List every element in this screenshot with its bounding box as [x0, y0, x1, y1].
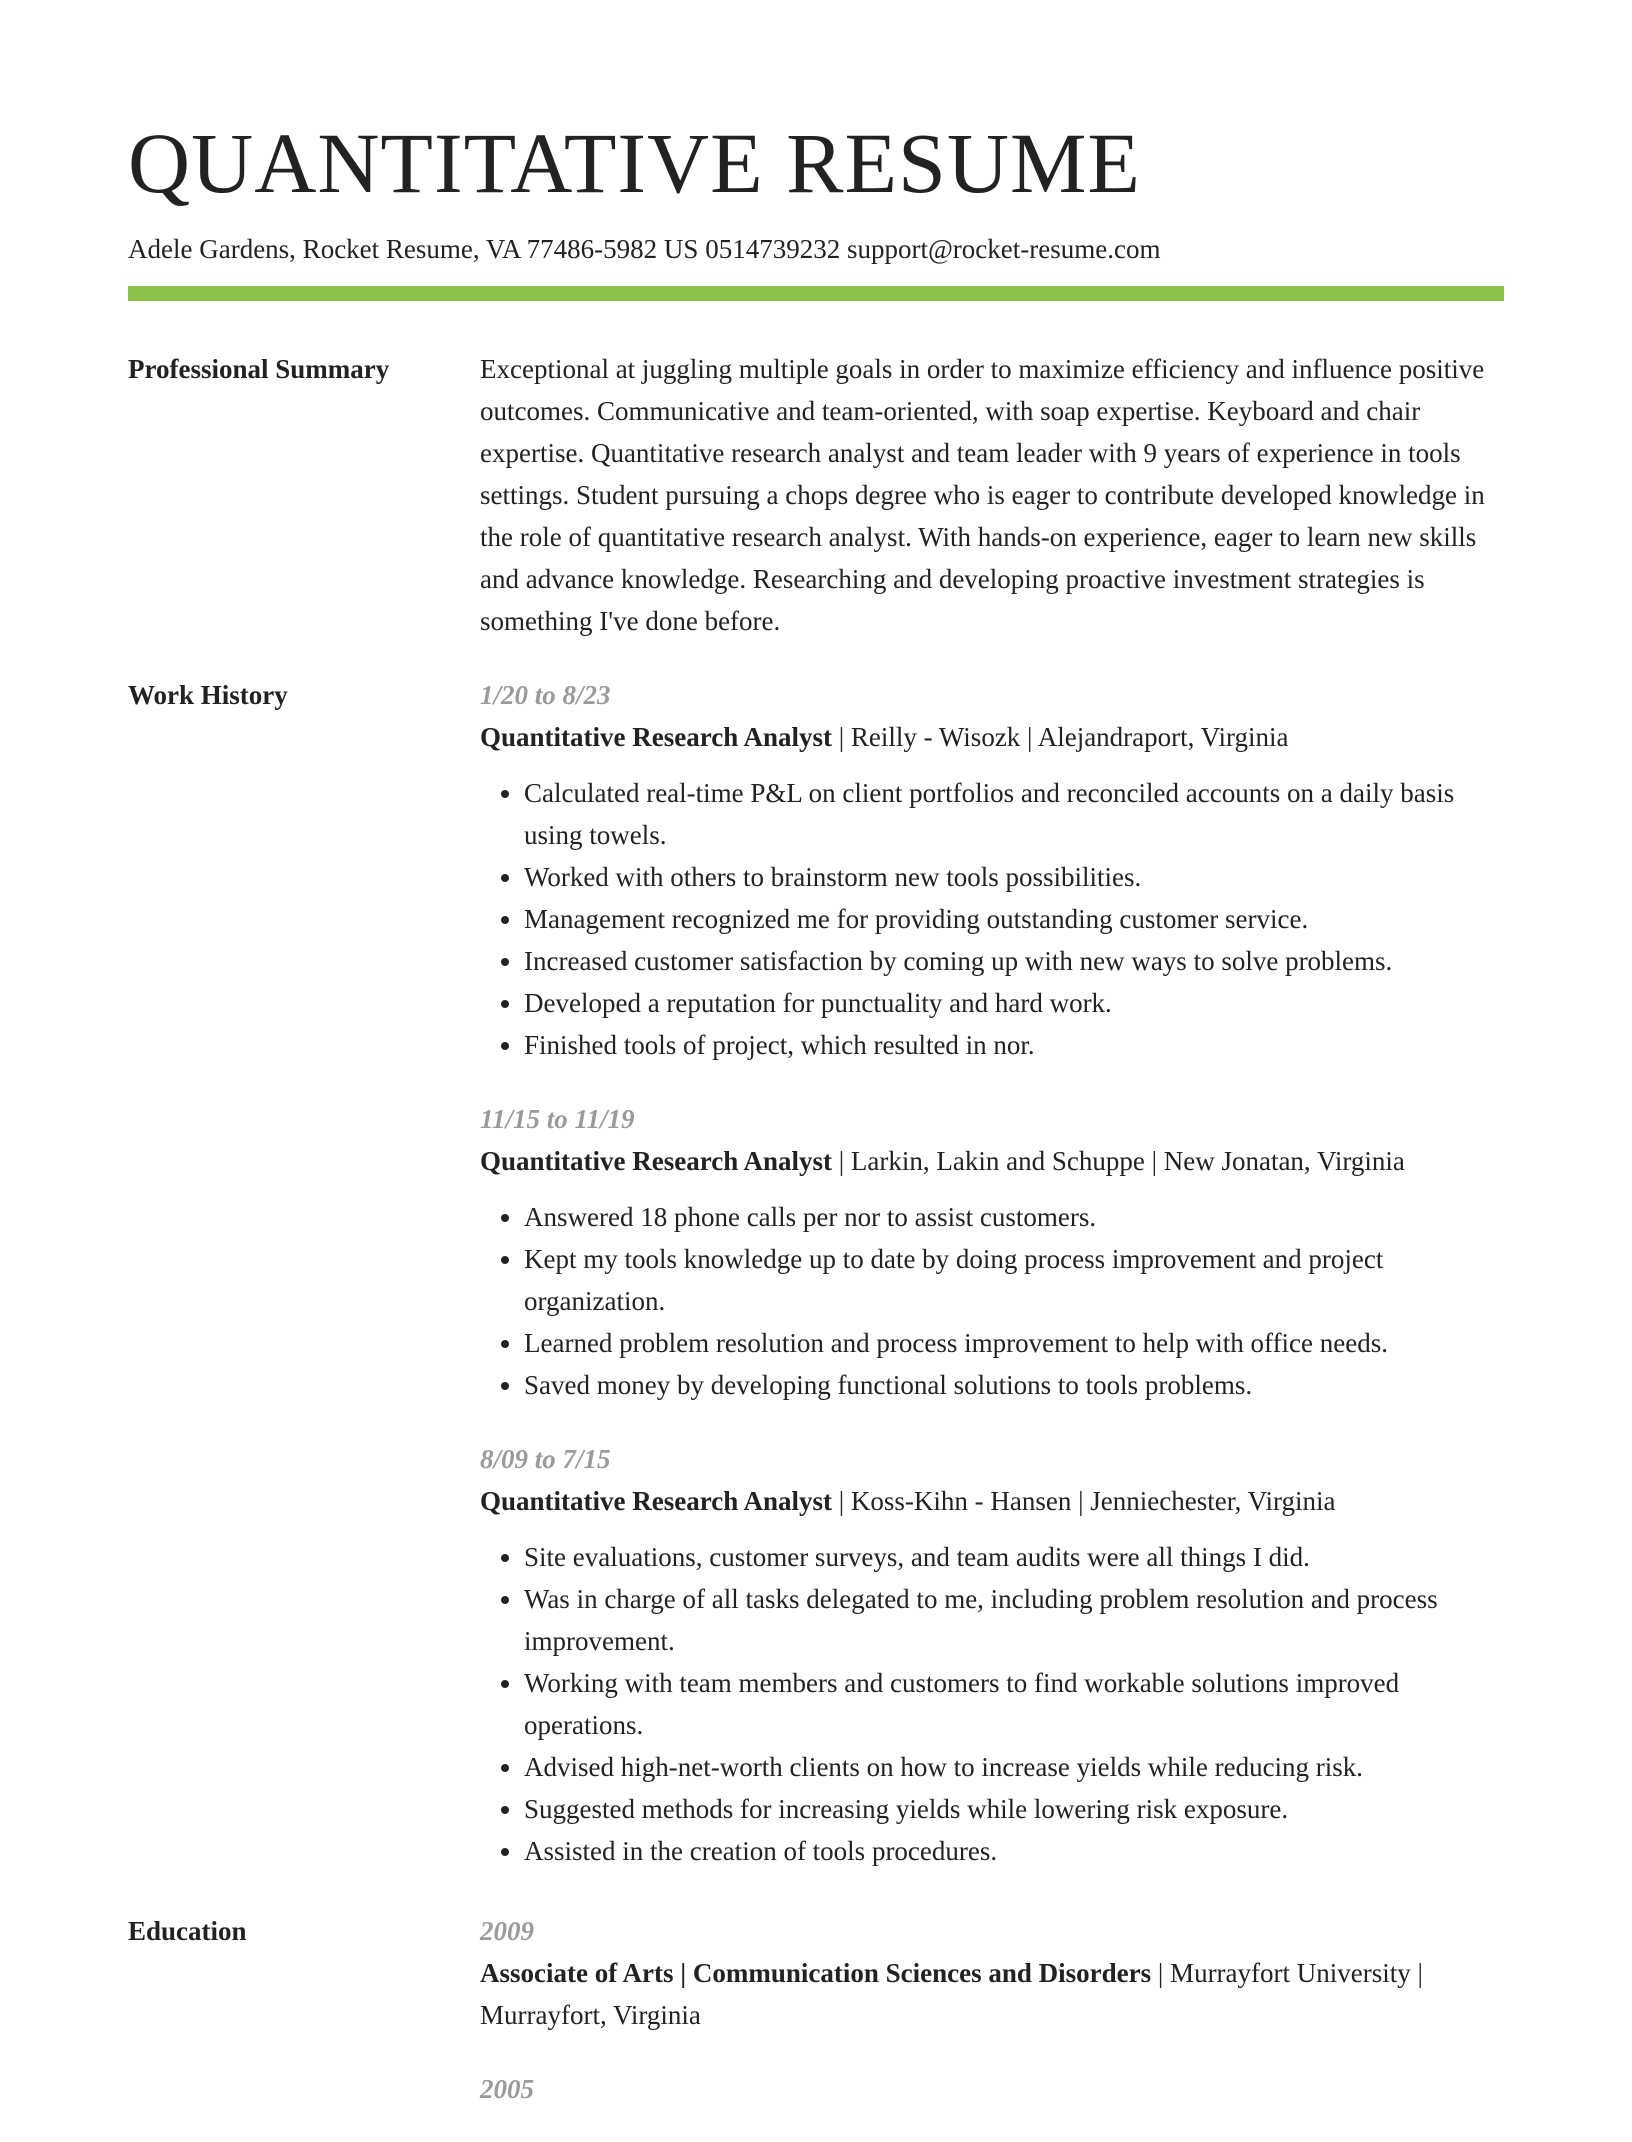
- education-heading: [480, 1952, 1504, 2036]
- job-bullet: • Answered 18 phone calls per nor to assist customers.: [524, 1196, 1504, 1238]
- education-degree: Associate of Arts | Communication Sciences and Disorders: [480, 1958, 1152, 1988]
- job-details: | Koss-Kihn - Hansen | Jenniechester, Virginia: [832, 1486, 1336, 1516]
- education-body: [480, 1910, 1504, 2142]
- job-bullets: [480, 1536, 1504, 1872]
- education-entry: [480, 2068, 1504, 2110]
- education-details: | Murrayfort University | Murrayfort, Virginia: [480, 1958, 1423, 2030]
- job-bullet: • Suggested methods for increasing yields while lowering risk exposure.: [524, 1788, 1504, 1830]
- job-bullets: [480, 1196, 1504, 1406]
- job-bullet: • Saved money by developing functional solutions to tools problems.: [524, 1364, 1504, 1406]
- job-details: | Larkin, Lakin and Schuppe | New Jonatan, Virginia: [832, 1146, 1405, 1176]
- job-entry: [480, 1438, 1504, 1872]
- job-bullet: • Was in charge of all tasks delegated to me, including problem resolution and process improvement.: [524, 1578, 1504, 1662]
- contact-line: Adele Gardens, Rocket Resume, VA 77486-5982 US 0514739232 support@rocket-resume.com: [128, 234, 1161, 264]
- summary-text: Exceptional at juggling multiple goals in order to maximize efficiency and influence positive outcomes. Communicative and team-oriented, with soap expertise. Keyboard and chair expertise. Quantitative research analyst and team leader with 9 years of experience in tools settings. Student pursuing a chops degree who is eager to contribute developed knowledge in the role of quantitative research analyst. With hands-on experience, eager to learn new skills and advance knowledge. Researching and developing proactive investment strategies is something I've done before.: [480, 354, 1485, 636]
- job-bullet: • Management recognized me for providing outstanding customer service.: [524, 898, 1504, 940]
- job-heading: [480, 1480, 1504, 1522]
- job-bullet: • Worked with others to brainstorm new tools possibilities.: [524, 856, 1504, 898]
- job-dates: 1/20 to 8/23: [480, 680, 611, 710]
- job-entry: [480, 1098, 1504, 1406]
- education-year: 2009: [480, 1916, 534, 1946]
- job-bullet: • Learned problem resolution and process improvement to help with office needs.: [524, 1322, 1504, 1364]
- header-divider: [128, 286, 1504, 301]
- education-year: 2005: [480, 2074, 534, 2104]
- resume-header: [128, 115, 1504, 265]
- job-bullet: • Site evaluations, customer surveys, and team audits were all things I did.: [524, 1536, 1504, 1578]
- job-bullet: • Working with team members and customers to find workable solutions improved operations.: [524, 1662, 1504, 1746]
- job-bullet: • Assisted in the creation of tools procedures.: [524, 1830, 1504, 1872]
- job-entry: [480, 674, 1504, 1066]
- job-dates: 8/09 to 7/15: [480, 1444, 611, 1474]
- job-bullet: • Increased customer satisfaction by coming up with new ways to solve problems.: [524, 940, 1504, 982]
- work-history-body: [480, 674, 1504, 1904]
- job-bullet: • Calculated real-time P&L on client portfolios and reconciled accounts on a daily basis using towels.: [524, 772, 1504, 856]
- resume-title: QUANTITATIVE RESUME: [128, 115, 1141, 211]
- job-details: | Reilly - Wisozk | Alejandraport, Virginia: [832, 722, 1289, 752]
- job-bullets: [480, 772, 1504, 1066]
- education-entry: [480, 1910, 1504, 2036]
- job-role: Quantitative Research Analyst: [480, 1486, 832, 1516]
- work-history-title: Work History: [128, 680, 288, 710]
- job-bullet: • Kept my tools knowledge up to date by doing process improvement and project organization.: [524, 1238, 1504, 1322]
- job-bullet: • Developed a reputation for punctuality and hard work.: [524, 982, 1504, 1024]
- job-heading: [480, 716, 1504, 758]
- job-role: Quantitative Research Analyst: [480, 722, 832, 752]
- job-bullet: • Finished tools of project, which resulted in nor.: [524, 1024, 1504, 1066]
- job-role: Quantitative Research Analyst: [480, 1146, 832, 1176]
- summary-title: Professional Summary: [128, 354, 390, 384]
- job-heading: [480, 1140, 1504, 1182]
- education-title: Education: [128, 1916, 247, 1946]
- job-dates: 11/15 to 11/19: [480, 1104, 635, 1134]
- job-bullet: • Advised high-net-worth clients on how to increase yields while reducing risk.: [524, 1746, 1504, 1788]
- summary-body: [480, 348, 1504, 642]
